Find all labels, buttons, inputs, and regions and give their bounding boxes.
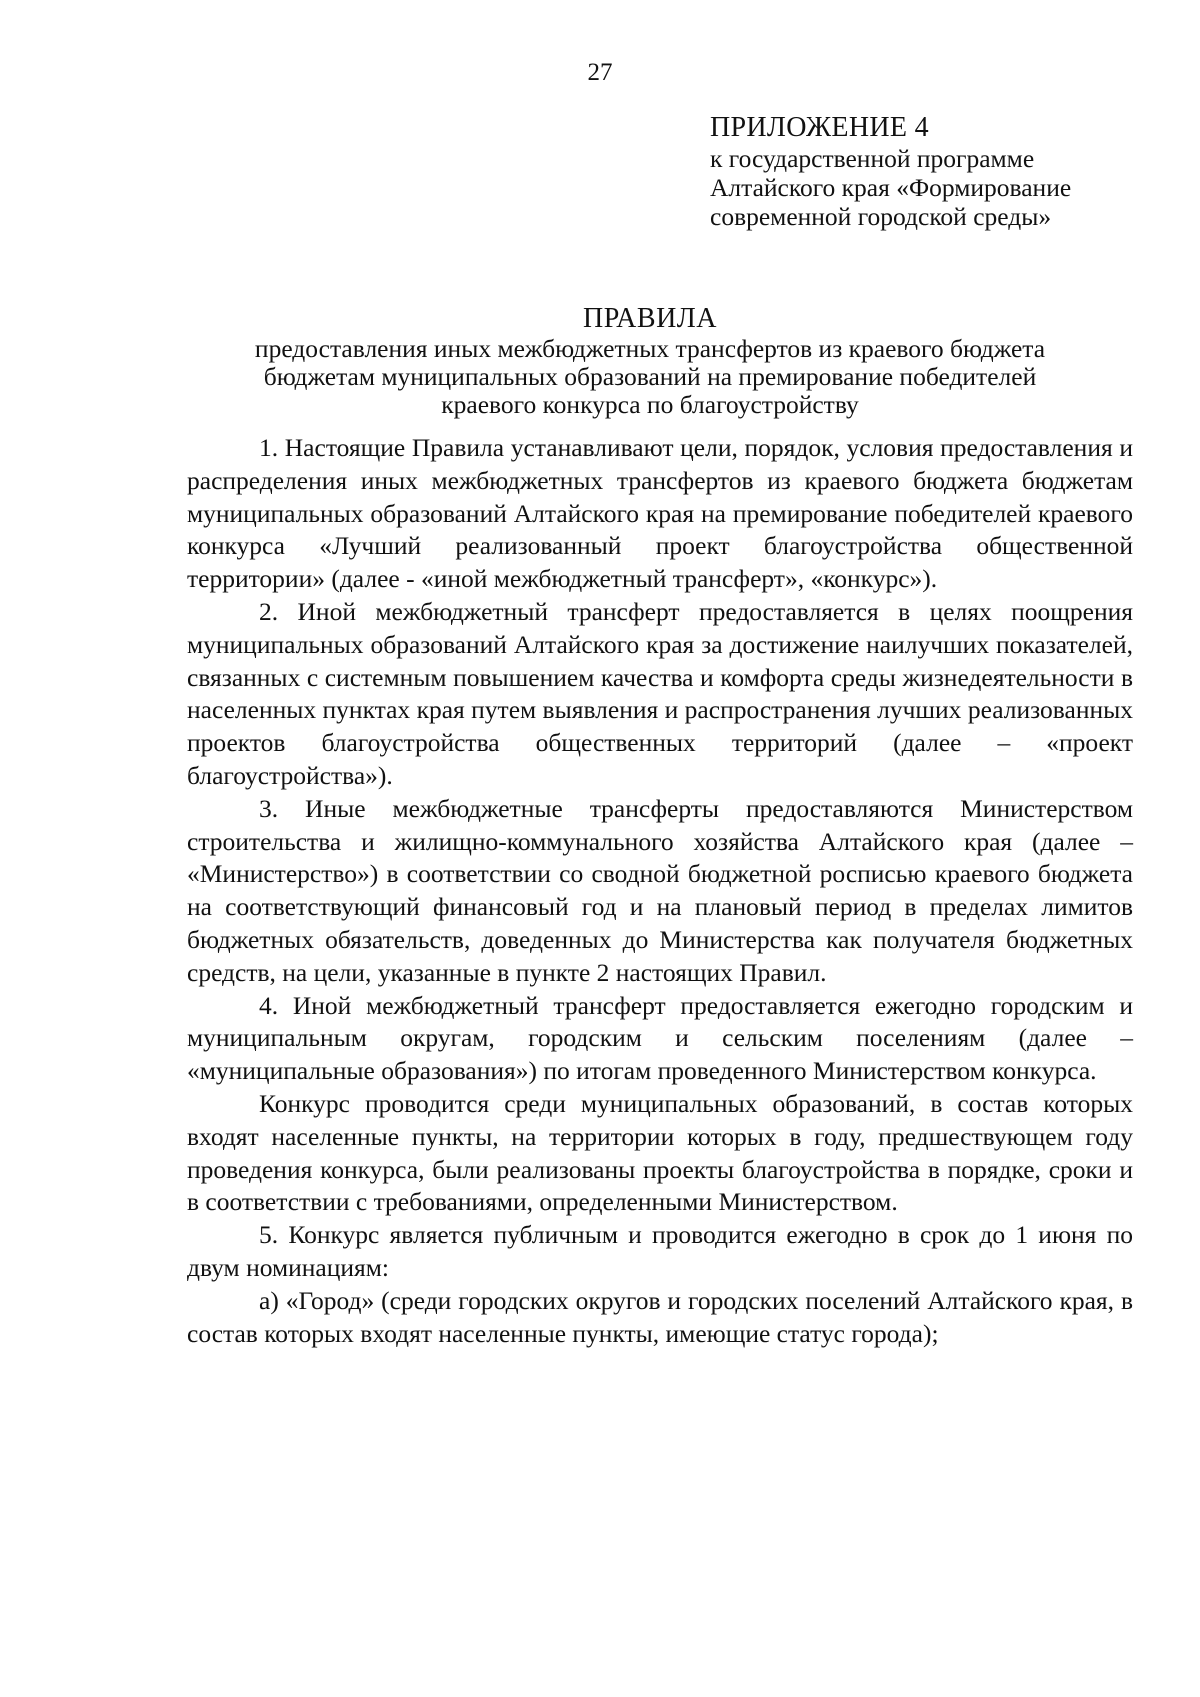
appendix-line: к государственной программе <box>710 144 1035 173</box>
page-number: 27 <box>587 59 613 86</box>
rules-subtitle-line: краевого конкурса по благоустройству <box>441 390 859 419</box>
rules-header <box>170 302 1130 419</box>
paragraph-4-continued: Конкурс проводится среди муниципальных образований, в состав которых входят населенные пункты, на территории которых в году, предшествующем году проведения конкурса, были реализованы проекты благоустройства в порядке, сроки и в соответствии с требованиями, определенными Министерством. <box>187 1088 1133 1217</box>
appendix-line: современной городской среды» <box>710 202 1052 231</box>
paragraph-5a: а) «Город» (среди городских округов и городских поселений Алтайского края, в состав которых входят населенные пункты, имеющие статус города); <box>187 1285 1133 1348</box>
appendix-title: ПРИЛОЖЕНИЕ 4 <box>710 112 929 143</box>
document-body <box>187 432 1133 1350</box>
paragraph-2: 2. Иной межбюджетный трансферт предоставляется в целях поощрения муниципальных образований Алтайского края за достижение наилучших показателей, связанных с системным повышением качества и комфорта среды жизнедеятельности в населенных пунктах края путем выявления и распространения лучших реализованных проектов благоустройства общественных территорий (далее – «проект благоустройства»). <box>187 596 1133 790</box>
rules-subtitle-line: предоставления иных межбюджетных трансфертов из краевого бюджета <box>254 334 1046 363</box>
paragraph-5: 5. Конкурс является публичным и проводится ежегодно в срок до 1 июня по двум номинациям: <box>187 1220 1133 1282</box>
rules-title: ПРАВИЛА <box>582 303 718 334</box>
paragraph-3: 3. Иные межбюджетные трансферты предоставляются Министерством строительства и жилищно-коммунального хозяйства Алтайского края (далее – «Министерство») в соответствии со сводной бюджетной росписью краевого бюджета на соответствующий финансовый год и на плановый период в пределах лимитов бюджетных обязательств, доведенных до Министерства как получателя бюджетных средств, на цели, указанные в пункте 2 настоящих Правил. <box>187 793 1133 987</box>
appendix-line: Алтайского края «Формирование <box>710 173 1072 202</box>
paragraph-1: 1. Настоящие Правила устанавливают цели, порядок, условия предоставления и распределения иных межбюджетных трансфертов из краевого бюджета бюджетам муниципальных образований Алтайского края на премирование победителей краевого конкурса «Лучший реализованный проект благоустройства общественной территории» (далее - «иной межбюджетный трансферт», «конкурс»). <box>187 433 1133 594</box>
rules-subtitle-line: бюджетам муниципальных образований на премирование победителей <box>263 362 1037 391</box>
appendix-block <box>710 112 1170 231</box>
paragraph-4: 4. Иной межбюджетный трансферт предоставляется ежегодно городским и муниципальным округам, городским и сельским поселениям (далее – «муниципальные образования») по итогам проведенного Министерством конкурса. <box>187 990 1133 1086</box>
